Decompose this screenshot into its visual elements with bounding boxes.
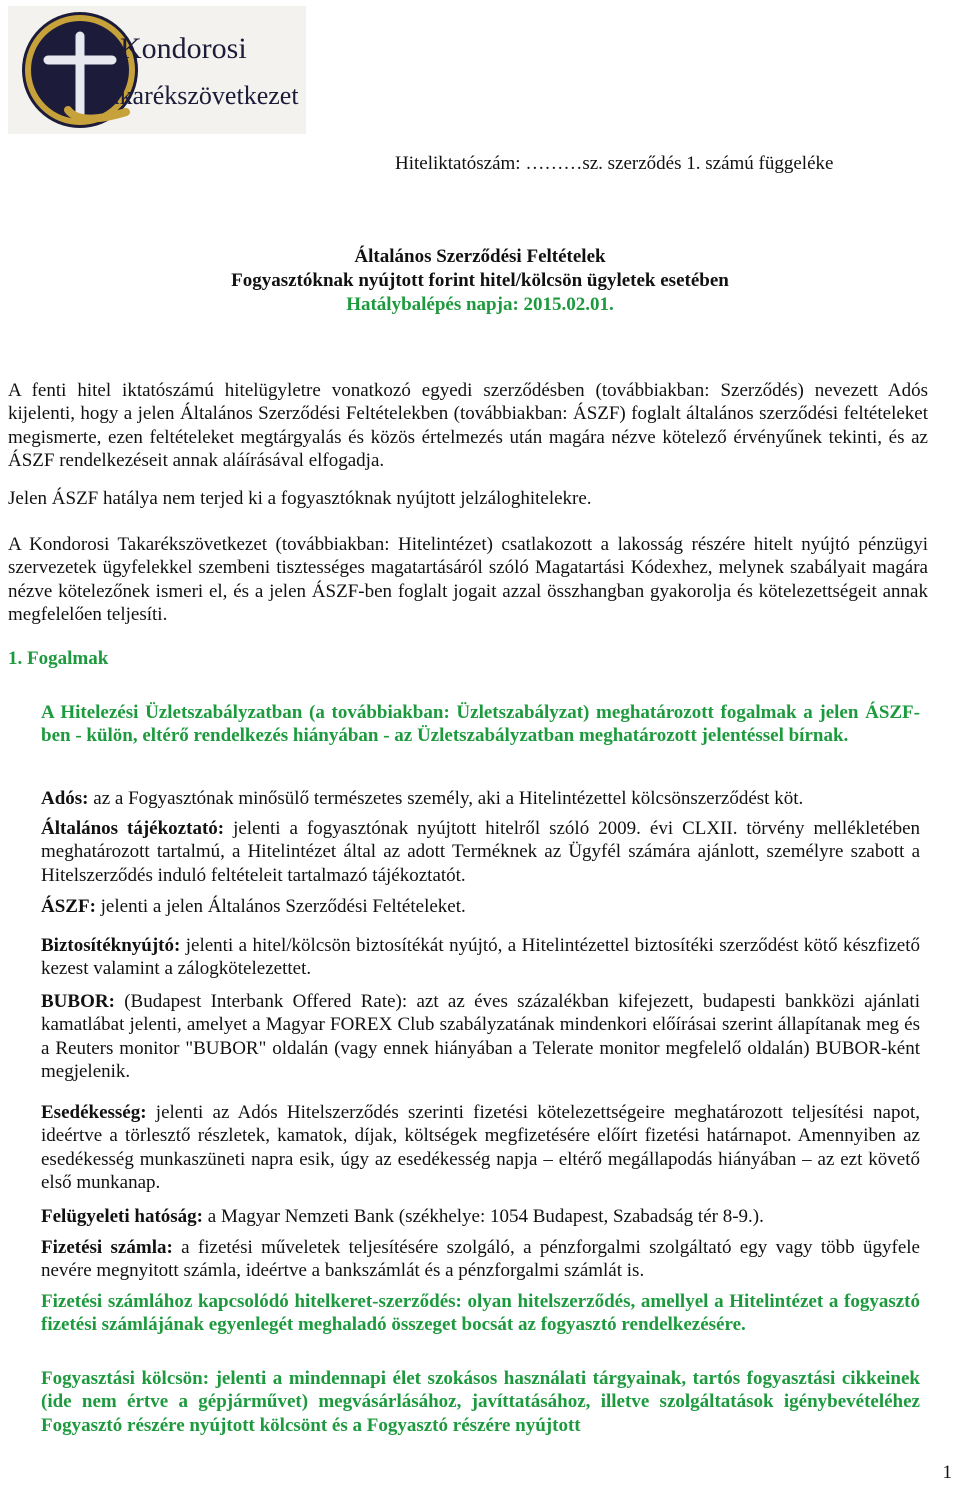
definition-term: Általános tájékoztató: xyxy=(41,818,225,839)
definition-bubor xyxy=(41,990,920,1084)
definition-text: a fizetési műveletek teljesítésére szolgáló, a pénzforgalmi szolgáltató egy vagy több ügyfele nevére megnyitott számla, ideértve a bankszámlát és a pénzforgalmi számlát is. xyxy=(41,1237,920,1282)
definition-text: a Magyar Nemzeti Bank (székhelye: 1054 Budapest, Szabadság tér 8-9.). xyxy=(203,1206,764,1227)
definition-felugyeleti-hatosag xyxy=(41,1205,920,1228)
effective-date: Hatálybalépés napja: 2015.02.01. xyxy=(346,294,614,315)
definition-term: Fizetési számla: xyxy=(41,1237,173,1258)
definition-text: (Budapest Interbank Offered Rate): azt az éves százalékban kifejezett, budapesti bankközi ajánlati kamatlábat jelenti, amelyet a Magyar FOREX Club szabályzatának mindenkori előírásai szerint állapítanak meg és a Reuters monitor "BUBOR" oldalán (vagy ennek hiányában a Telerate monitor megfelelő oldalán) BUBOR-ként megjelenik. xyxy=(41,991,920,1083)
reference-line: Hiteliktatószám: ………sz. szerződés 1. számú függeléke xyxy=(395,153,834,174)
page-number: 1 xyxy=(942,1462,952,1483)
definition-hitelkeret-szerzodes xyxy=(41,1290,920,1337)
definition-term: Adós: xyxy=(41,788,89,809)
definition-text: jelenti a jelen Általános Szerződési Feltételeket. xyxy=(95,896,466,917)
logo-emblem xyxy=(8,6,306,134)
definition-text: az a Fogyasztónak minősülő természetes személy, aki a Hitelintézettel kölcsönszerződést köt. xyxy=(88,788,804,809)
intro-paragraph-1: A fenti hitel iktatószámú hitelügyletre vonatkozó egyedi szerződésben (továbbiakban: Szerződés) nevezett Adós kijelenti, hogy a jelen Általános Szerződési Feltételekben (továbbiakban: ÁSZF) foglalt általános szerződési feltételeket megismerte, ezen feltételeket megtárgyalás és közös értelmezés után magára nézve kötelező érvényűnek tekinti, és az ÁSZF rendelkezéseit annak aláírásával elfogadja. xyxy=(8,380,928,472)
definition-term: Felügyeleti hatóság: xyxy=(41,1206,204,1227)
definition-fogyasztasi-kolcson xyxy=(41,1367,920,1437)
definition-term: Fizetési számlához kapcsolódó hitelkeret-szerződés: xyxy=(41,1291,462,1312)
definition-term: Biztosítéknyújtó: xyxy=(41,935,181,956)
section-lead: A Hitelezési Üzletszabályzatban (a továbbiakban: Üzletszabályzat) meghatározott fogalmak a jelen ÁSZF-ben - külön, eltérő rendelkezés hiányában - az Üzletszabályzatban meghatározott jelentéssel bírnak. xyxy=(41,702,920,747)
logo-line2: akarékszövetkezet xyxy=(108,81,299,110)
title-line-2: Fogyasztóknak nyújtott forint hitel/kölcsön ügyletek esetében xyxy=(231,270,729,291)
definition-text: jelenti a hitel/kölcsön biztosítékát nyújtó, a Hitelintézettel biztosítéki szerződést kötő készfizető kezest valamint a zálogkötelezettet. xyxy=(41,935,920,980)
definition-text: jelenti a mindennapi élet szokásos használati tárgyainak, tartós fogyasztási cikkeinek (ide nem értve a gépjárművet) megvásárlásához, javíttatásához, illetve szolgáltatások igénybevételéhez Fogyasztó részére nyújtott kölcsönt és a Fogyasztó részére nyújtott xyxy=(41,1368,920,1436)
definition-fizetesi-szamla xyxy=(41,1236,920,1283)
definition-ados xyxy=(41,787,920,810)
definition-biztositeknyujto xyxy=(41,934,920,981)
definition-text: jelenti a fogyasztónak nyújtott hitelről szóló 2009. évi CLXII. törvény mellékletében meghatározott tartalmú, a Hitelintézet által az adott Terméknek az Ügyfél számára ajánlott, személyre szabott a Hitelszerződés induló feltételeit tartalmazó tájékoztatót. xyxy=(41,818,920,886)
definition-aszf xyxy=(41,895,920,918)
logo-line1: Kondorosi xyxy=(120,32,247,65)
definition-text: jelenti az Adós Hitelszerződés szerinti fizetési kötelezettségeire meghatározott teljesítési napot, ideértve a törlesztő részletek, kamatok, díjak, költségek megfizetésére előírt fizetési határnapot. Amennyiben az esedékesség munkaszüneti napra esik, úgy az esedékesség napja – eltérő megállapodás hiányában – az ezt követő első munkanap. xyxy=(41,1102,920,1194)
definition-esedekesseg xyxy=(41,1101,920,1195)
intro-paragraph-2: Jelen ÁSZF hatálya nem terjed ki a fogyasztóknak nyújtott jelzáloghitelekre. xyxy=(8,488,592,509)
intro-paragraph-3: A Kondorosi Takarékszövetkezet (továbbiakban: Hitelintézet) csatlakozott a lakosság részére hitelt nyújtó pénzügyi szervezetek ügyfelekkel szembeni tisztességes magatartásáról szóló Magatartási Kódexhez, melynek szabályait magára nézve kötelezőnek ismeri el, és a jelen ÁSZF-ben foglalt jogait azzal összhangban gyakorolja és kötelezettségeit annak megfelelően teljesíti. xyxy=(8,534,928,626)
definition-term: Esedékesség: xyxy=(41,1102,147,1123)
document-title xyxy=(0,245,960,317)
definition-term: Fogyasztási kölcsön: xyxy=(41,1368,210,1389)
definition-term: ÁSZF: xyxy=(41,896,96,917)
section-title-fogalmak: 1. Fogalmak xyxy=(8,648,109,669)
definition-term: BUBOR: xyxy=(41,991,115,1012)
definition-text: olyan hitelszerződés, amellyel a Hitelintézet a fogyasztó fizetési számlájának egyenlegét meghaladó összeget bocsát az fogyasztó rendelkezésére. xyxy=(41,1291,920,1336)
company-logo xyxy=(8,6,306,134)
title-line-1: Általános Szerződési Feltételek xyxy=(354,246,606,267)
definition-altalanos-tajekoztato xyxy=(41,817,920,887)
